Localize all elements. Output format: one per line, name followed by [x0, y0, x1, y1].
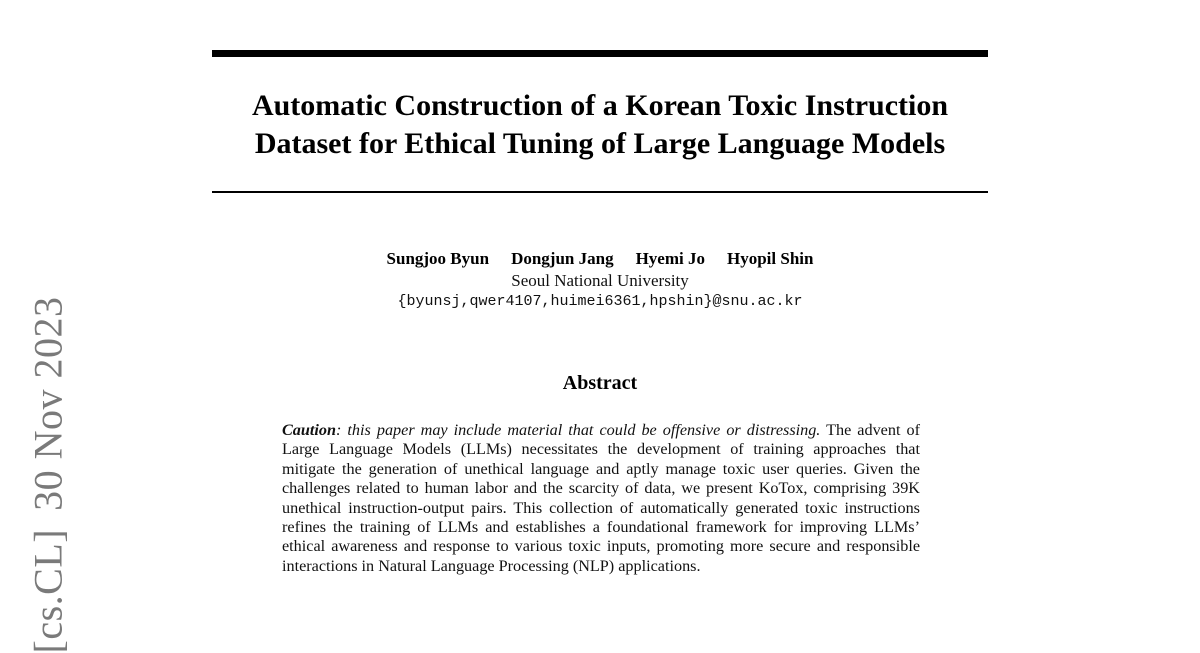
caution-text: : this paper may include material that could be offensive or distressing.	[336, 421, 821, 439]
author-name: Hyemi Jo	[635, 249, 705, 268]
paper-title-line-2: Dataset for Ethical Tuning of Large Language Models	[254, 127, 946, 160]
author-block	[212, 248, 988, 312]
abstract-text: The advent of Large Language Models (LLMs) necessitates the development of training approaches that mitigate the generation of unethical language and aptly manage toxic user queries. Given the challenges related to human labor and the scarcity of data, we present KoTox, comprising 39K unethical instruction-output pairs. This collection of automatically generated toxic instructions refines the training of LLMs and establishes a foundational framework for improving LLMs’ ethical awareness and response to various toxic inputs, promoting more secure and responsible interactions in Natural Language Processing (NLP) applications.	[282, 421, 920, 575]
paper-title-line-1: Automatic Construction of a Korean Toxic Instruction	[251, 89, 949, 122]
author-names	[212, 248, 988, 270]
title-bottom-rule	[212, 191, 988, 193]
author-name: Sungjoo Byun	[386, 249, 490, 268]
arxiv-stamp-text	[25, 297, 72, 653]
arxiv-date: 30 Nov 2023	[25, 296, 71, 511]
caution-label: Caution	[282, 421, 336, 439]
paper-title	[212, 87, 988, 163]
author-emails: {byunsj,qwer4107,huimei6361,hpshin}@snu.ac.kr	[397, 293, 803, 310]
author-name: Dongjun Jang	[511, 249, 614, 268]
affiliation: Seoul National University	[511, 271, 689, 290]
author-name: Hyopil Shin	[726, 249, 814, 268]
arxiv-category: [cs.CL]	[25, 528, 71, 653]
title-top-rule	[212, 50, 988, 57]
abstract-body	[282, 421, 920, 576]
abstract-heading: Abstract	[562, 372, 638, 394]
